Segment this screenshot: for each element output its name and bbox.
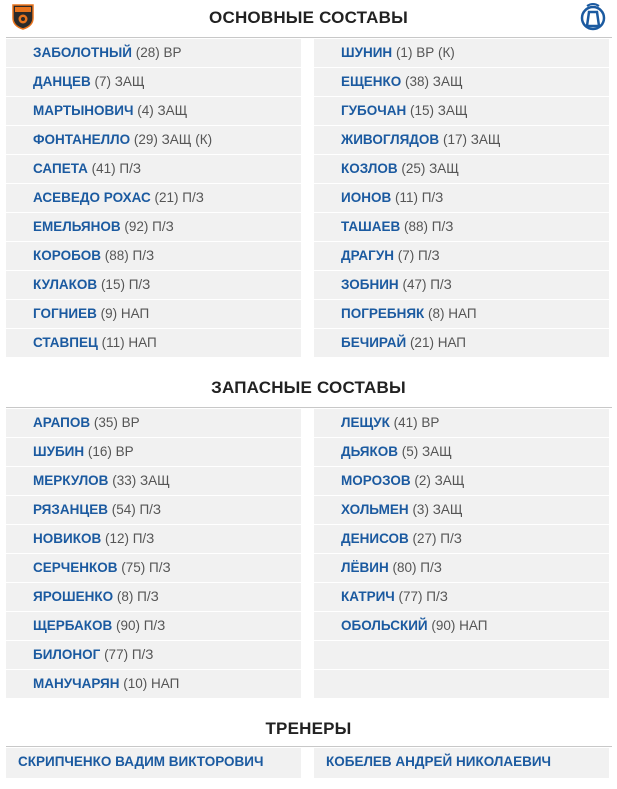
player-entry bbox=[341, 103, 468, 118]
player-row bbox=[6, 155, 301, 184]
player-name-link[interactable]: ДЕНИСОВ bbox=[341, 531, 409, 546]
player-number-position: (8) НАП bbox=[428, 306, 477, 321]
player-number-position: (88) П/З bbox=[104, 248, 155, 263]
player-row bbox=[6, 438, 301, 467]
player-name-link[interactable]: МАНУЧАРЯН bbox=[33, 676, 120, 691]
player-number-position: (17) ЗАЩ bbox=[442, 132, 501, 147]
subs-left-list bbox=[6, 409, 301, 699]
player-number-position: (12) П/З bbox=[104, 531, 155, 546]
player-entry bbox=[33, 618, 165, 633]
player-row bbox=[6, 467, 301, 496]
player-entry bbox=[341, 473, 464, 488]
player-row bbox=[314, 242, 609, 271]
player-number-position: (9) НАП bbox=[100, 306, 150, 321]
player-name-link[interactable]: ДЬЯКОВ bbox=[341, 444, 398, 459]
player-number-position: (90) НАП bbox=[431, 618, 488, 633]
player-entry bbox=[341, 306, 477, 321]
player-number-position: (41) П/З bbox=[91, 161, 141, 176]
player-row bbox=[6, 409, 301, 438]
player-row bbox=[6, 583, 301, 612]
player-number-position: (41) ВР bbox=[393, 415, 440, 430]
player-row bbox=[6, 612, 301, 641]
player-entry bbox=[33, 248, 154, 263]
player-number-position: (92) П/З bbox=[124, 219, 174, 234]
player-entry bbox=[33, 676, 179, 691]
player-entry bbox=[33, 589, 159, 604]
player-name-link[interactable]: ГОГНИЕВ bbox=[33, 306, 97, 321]
player-row bbox=[314, 213, 609, 242]
player-number-position: (11) НАП bbox=[101, 335, 157, 350]
player-entry bbox=[33, 190, 204, 205]
player-number-position: (47) П/З bbox=[402, 277, 452, 292]
player-name-link[interactable]: МЕРКУЛОВ bbox=[33, 473, 109, 488]
player-entry bbox=[341, 589, 448, 604]
player-entry bbox=[341, 190, 443, 205]
starting-divider bbox=[6, 37, 612, 38]
subs-heading: ЗАПАСНЫЕ СОСТАВЫ bbox=[211, 378, 406, 397]
player-entry bbox=[341, 74, 463, 89]
player-row bbox=[314, 554, 609, 583]
player-number-position: (80) П/З bbox=[392, 560, 442, 575]
player-name-link[interactable]: КАТРИЧ bbox=[341, 589, 395, 604]
player-entry bbox=[33, 74, 145, 89]
starting-right-list bbox=[314, 39, 609, 358]
player-entry bbox=[33, 161, 141, 176]
player-row bbox=[314, 496, 609, 525]
subs-divider bbox=[6, 407, 612, 408]
player-name-link[interactable]: ХОЛЬМЕН bbox=[341, 502, 409, 517]
empty-row bbox=[314, 641, 609, 670]
player-row bbox=[6, 329, 301, 358]
player-name-link[interactable]: КУЛАКОВ bbox=[33, 277, 98, 292]
player-entry bbox=[341, 531, 462, 546]
player-name-link[interactable]: ЕЩЕНКО bbox=[341, 74, 402, 89]
player-name-link[interactable]: ЩЕРБАКОВ bbox=[33, 618, 113, 633]
player-row bbox=[314, 68, 609, 97]
player-entry bbox=[33, 531, 154, 546]
player-row bbox=[314, 97, 609, 126]
coach-row bbox=[314, 748, 609, 778]
player-row bbox=[6, 126, 301, 155]
player-row bbox=[6, 97, 301, 126]
player-name-link[interactable]: ПОГРЕБНЯК bbox=[341, 306, 425, 321]
player-entry bbox=[33, 560, 171, 575]
player-name-link[interactable]: ИОНОВ bbox=[341, 190, 392, 205]
player-number-position: (1) ВР (К) bbox=[395, 45, 455, 60]
player-number-position: (5) ЗАЩ bbox=[401, 444, 452, 459]
subs-right-list bbox=[314, 409, 609, 699]
player-name-link[interactable]: САПЕТА bbox=[33, 161, 88, 176]
coaches-divider bbox=[6, 746, 612, 747]
player-entry bbox=[341, 132, 501, 147]
player-entry bbox=[33, 103, 187, 118]
player-entry bbox=[33, 335, 157, 350]
player-number-position: (90) П/З bbox=[115, 618, 166, 633]
player-row bbox=[6, 641, 301, 670]
player-name-link[interactable]: ЯРОШЕНКО bbox=[33, 589, 114, 604]
player-number-position: (29) ЗАЩ (К) bbox=[133, 132, 213, 147]
player-entry bbox=[341, 444, 452, 459]
player-row bbox=[314, 525, 609, 554]
player-name-link[interactable]: ШУНИН bbox=[341, 45, 393, 60]
player-number-position: (88) П/З bbox=[403, 219, 454, 234]
player-row bbox=[314, 271, 609, 300]
player-name-link[interactable]: БЕЧИРАЙ bbox=[341, 335, 407, 350]
player-name-link[interactable]: НОВИКОВ bbox=[33, 531, 102, 546]
player-name-link[interactable]: ЛЁВИН bbox=[341, 560, 389, 575]
player-number-position: (4) ЗАЩ bbox=[137, 103, 188, 118]
player-row bbox=[6, 554, 301, 583]
player-row bbox=[6, 39, 301, 68]
player-entry bbox=[341, 415, 439, 430]
player-row bbox=[6, 271, 301, 300]
player-entry bbox=[33, 444, 134, 459]
player-name-link[interactable]: ЗОБНИН bbox=[341, 277, 399, 292]
player-number-position: (3) ЗАЩ bbox=[412, 502, 463, 517]
coach-name-link[interactable]: КОБЕЛЕВ АНДРЕЙ НИКОЛАЕВИЧ bbox=[326, 754, 552, 769]
player-row bbox=[314, 155, 609, 184]
player-number-position: (2) ЗАЩ bbox=[414, 473, 465, 488]
player-entry bbox=[33, 132, 212, 147]
player-number-position: (75) П/З bbox=[121, 560, 171, 575]
player-number-position: (8) П/З bbox=[116, 589, 159, 604]
player-name-link[interactable]: СТАВПЕЦ bbox=[33, 335, 98, 350]
player-row bbox=[6, 242, 301, 271]
player-row bbox=[6, 184, 301, 213]
player-row bbox=[314, 300, 609, 329]
player-name-link[interactable]: РЯЗАНЦЕВ bbox=[33, 502, 108, 517]
player-row bbox=[314, 126, 609, 155]
player-number-position: (33) ЗАЩ bbox=[112, 473, 170, 488]
coach-name-link[interactable]: СКРИПЧЕНКО ВАДИМ ВИКТОРОВИЧ bbox=[18, 754, 264, 769]
player-name-link[interactable]: ЖИВОГЛЯДОВ bbox=[341, 132, 440, 147]
player-entry bbox=[341, 502, 463, 517]
starting-heading: ОСНОВНЫЕ СОСТАВЫ bbox=[209, 8, 408, 27]
player-name-link[interactable]: АРАПОВ bbox=[33, 415, 91, 430]
player-row bbox=[314, 329, 609, 358]
player-number-position: (11) П/З bbox=[394, 190, 444, 205]
player-entry bbox=[33, 415, 140, 430]
player-name-link[interactable]: ОБОЛЬСКИЙ bbox=[341, 618, 428, 633]
player-number-position: (21) П/З bbox=[154, 190, 204, 205]
player-row bbox=[6, 68, 301, 97]
player-name-link[interactable]: АСЕВЕДО РОХАС bbox=[33, 190, 151, 205]
player-number-position: (77) П/З bbox=[104, 647, 154, 662]
player-entry bbox=[341, 161, 459, 176]
player-row bbox=[6, 496, 301, 525]
player-row bbox=[314, 39, 609, 68]
player-row bbox=[314, 612, 609, 641]
player-row bbox=[6, 213, 301, 242]
player-number-position: (10) НАП bbox=[123, 676, 180, 691]
coach-right bbox=[314, 748, 609, 778]
player-entry bbox=[33, 502, 161, 517]
player-name-link[interactable]: ДРАГУН bbox=[341, 248, 394, 263]
player-name-link[interactable]: БИЛОНОГ bbox=[33, 647, 101, 662]
player-name-link[interactable]: ДАНЦЕВ bbox=[33, 74, 91, 89]
player-number-position: (28) ВР bbox=[135, 45, 182, 60]
player-number-position: (38) ЗАЩ bbox=[405, 74, 463, 89]
coach-left bbox=[6, 748, 301, 778]
player-row bbox=[314, 438, 609, 467]
player-entry bbox=[33, 473, 170, 488]
player-row bbox=[6, 525, 301, 554]
player-entry bbox=[341, 277, 452, 292]
player-name-link[interactable]: ТАШАЕВ bbox=[341, 219, 401, 234]
player-name-link[interactable]: МАРТЫНОВИЧ bbox=[33, 103, 134, 118]
player-name-link[interactable]: ЛЕЩУК bbox=[341, 415, 390, 430]
player-entry bbox=[341, 618, 487, 633]
player-name-link[interactable]: ШУБИН bbox=[33, 444, 85, 459]
player-entry bbox=[341, 45, 455, 60]
player-entry bbox=[33, 219, 174, 234]
player-entry bbox=[33, 45, 182, 60]
player-name-link[interactable]: МОРОЗОВ bbox=[341, 473, 411, 488]
player-entry bbox=[33, 647, 153, 662]
player-number-position: (16) ВР bbox=[87, 444, 134, 459]
player-row bbox=[314, 184, 609, 213]
player-name-link[interactable]: ГУБОЧАН bbox=[341, 103, 407, 118]
starting-left-list bbox=[6, 39, 301, 358]
player-row bbox=[314, 467, 609, 496]
player-name-link[interactable]: СЕРЧЕНКОВ bbox=[33, 560, 118, 575]
player-name-link[interactable]: ФОНТАНЕЛЛО bbox=[33, 132, 131, 147]
player-entry bbox=[33, 306, 149, 321]
player-row bbox=[314, 409, 609, 438]
player-entry bbox=[341, 560, 442, 575]
player-name-link[interactable]: КОЗЛОВ bbox=[341, 161, 398, 176]
player-number-position: (54) П/З bbox=[111, 502, 162, 517]
coaches-heading: ТРЕНЕРЫ bbox=[265, 719, 352, 738]
player-row bbox=[6, 300, 301, 329]
player-name-link[interactable]: ЗАБОЛОТНЫЙ bbox=[33, 45, 132, 60]
player-row bbox=[314, 583, 609, 612]
coach-row bbox=[6, 748, 301, 778]
player-number-position: (7) ЗАЩ bbox=[94, 74, 145, 89]
player-entry bbox=[341, 248, 440, 263]
player-name-link[interactable]: КОРОБОВ bbox=[33, 248, 102, 263]
player-number-position: (15) П/З bbox=[100, 277, 151, 292]
player-number-position: (35) ВР bbox=[93, 415, 140, 430]
player-entry bbox=[341, 219, 453, 234]
player-name-link[interactable]: ЕМЕЛЬЯНОВ bbox=[33, 219, 121, 234]
player-number-position: (7) П/З bbox=[397, 248, 440, 263]
player-number-position: (21) НАП bbox=[409, 335, 467, 350]
player-number-position: (25) ЗАЩ bbox=[401, 161, 459, 176]
player-entry bbox=[33, 277, 150, 292]
empty-row bbox=[314, 670, 609, 699]
player-entry bbox=[341, 335, 466, 350]
player-row bbox=[6, 670, 301, 699]
player-number-position: (15) ЗАЩ bbox=[410, 103, 468, 118]
player-number-position: (77) П/З bbox=[398, 589, 448, 604]
player-number-position: (27) П/З bbox=[412, 531, 462, 546]
